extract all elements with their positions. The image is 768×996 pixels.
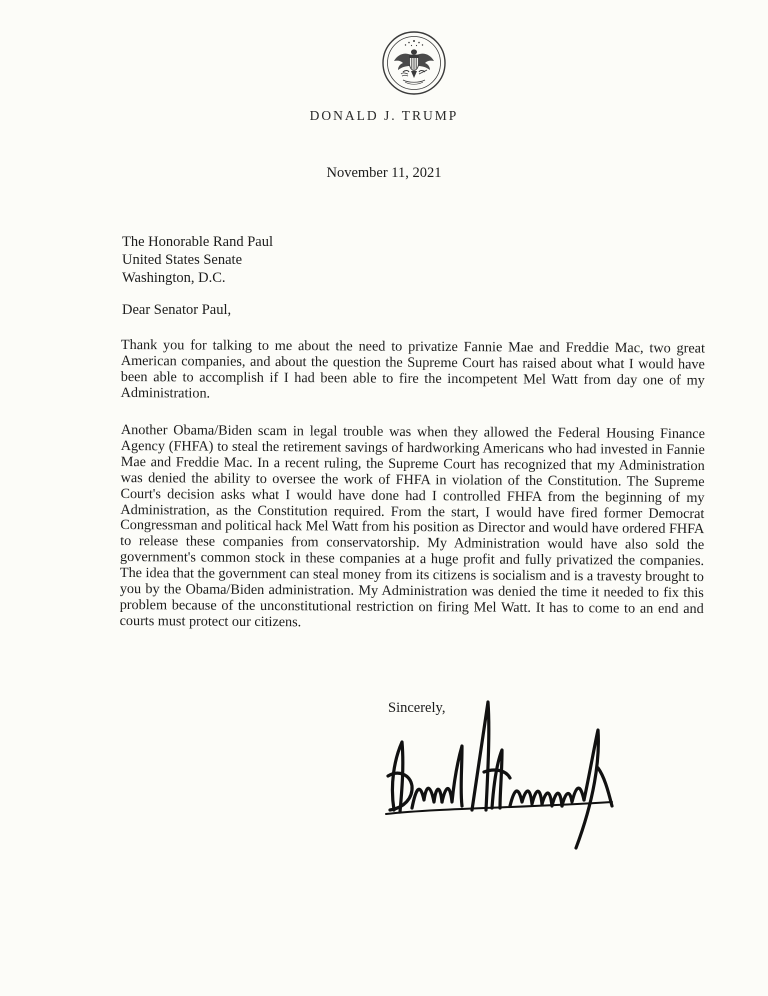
closing: Sincerely, bbox=[388, 700, 446, 716]
body-paragraph: Another Obama/Biden scam in legal trouble was when they allowed the Federal Housing Finance Agency (FHFA) to steal the retirement savings of hardworking Americans who had invested in Fannie Mae and Freddie Mac. In a recent ruling, the Supreme Court has recognized that my Administration was denied the ability to oversee the work of FHFA in violation of the Constitution. The Supreme Court's decision asks what I would have done had I controlled FHFA from the beginning of my Administration, as the Constitution required. From the start, I would have fired former Democrat Congressman and political hack Mel Watt from his position as Director and would have ordered FHFA to release these companies from conservatorship. My Administration would have also sold the government's common stock in these companies at a huge profit and fully privatized the companies. The idea that the government can steal money from its citizens is socialism and is a travesty brought to you by the Obama/Biden administration. My Administration was denied the time it needed to fix this problem because of the unconstitutional restriction on firing Mel Watt. It has to come to an end and courts must protect our citizens. bbox=[119, 422, 705, 631]
recipient-address bbox=[122, 233, 273, 287]
recipient-line: United States Senate bbox=[122, 252, 243, 268]
letter-date: November 11, 2021 bbox=[326, 165, 442, 181]
recipient-line: Washington, D.C. bbox=[122, 270, 226, 286]
handwritten-signature-icon bbox=[380, 690, 630, 860]
salutation: Dear Senator Paul, bbox=[122, 302, 232, 318]
recipient-line: The Honorable Rand Paul bbox=[122, 234, 274, 250]
letterhead-name: DONALD J. TRUMP bbox=[309, 108, 459, 123]
presidential-seal-icon bbox=[381, 30, 447, 96]
body-paragraph: Thank you for talking to me about the need to privatize Fannie Mae and Freddie Mac, two great American companies, and about the question the Supreme Court has raised about what I would have been able to accomplish if I had been able to fire the incompetent Mel Watt from day one of my Administration. bbox=[120, 337, 705, 402]
